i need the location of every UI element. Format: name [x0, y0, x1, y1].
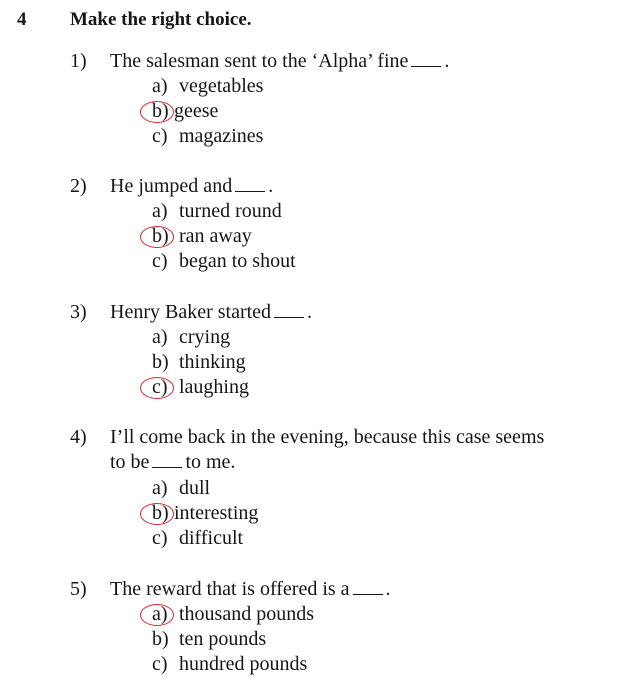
option-letter: b): [152, 100, 169, 122]
question-end: .: [385, 578, 391, 600]
option-text: dull: [179, 477, 211, 499]
answer-blank: [274, 303, 304, 318]
answer-circle: [140, 377, 174, 399]
option-text: thinking: [179, 351, 246, 373]
exercise-number: 4: [17, 9, 27, 30]
answer-circle: [140, 226, 174, 248]
question-stem: to be: [110, 451, 150, 473]
answer-blank: [152, 453, 182, 468]
option-text: vegetables: [179, 75, 264, 97]
option-text: crying: [179, 326, 231, 348]
question-text: I’ll come back in the evening, because this case seems: [110, 426, 545, 448]
question-number: 3): [70, 301, 87, 323]
option-letter: c): [152, 653, 168, 675]
option-text: interesting: [174, 502, 259, 524]
option-letter: c): [152, 376, 168, 398]
question-text: [110, 578, 391, 601]
question-end: .: [307, 301, 313, 323]
question-end: .: [444, 50, 450, 72]
option-letter: b): [152, 628, 169, 650]
option-letter: b): [152, 225, 169, 247]
option-text: magazines: [179, 125, 264, 147]
exercise-title: Make the right choice.: [70, 9, 252, 30]
option-c[interactable]: [152, 527, 243, 550]
option-b[interactable]: [152, 225, 252, 248]
option-text: ran away: [179, 225, 252, 247]
option-b[interactable]: [152, 351, 246, 374]
question-stem: Henry Baker started: [110, 301, 272, 323]
option-letter: a): [152, 200, 168, 222]
option-letter: c): [152, 250, 168, 272]
option-text: difficult: [179, 527, 244, 549]
option-b[interactable]: [152, 100, 218, 123]
option-a[interactable]: [152, 200, 282, 223]
option-a[interactable]: [152, 326, 230, 349]
question-number: 5): [70, 578, 87, 600]
question-number: 1): [70, 50, 87, 72]
option-letter: a): [152, 326, 168, 348]
option-text: began to shout: [179, 250, 296, 272]
option-a[interactable]: [152, 603, 314, 626]
option-a[interactable]: [152, 75, 263, 98]
option-letter: b): [152, 351, 169, 373]
answer-blank: [235, 177, 265, 192]
option-text: ten pounds: [179, 628, 267, 650]
option-text: hundred pounds: [179, 653, 308, 675]
option-text: geese: [174, 100, 219, 122]
question-text: [110, 50, 449, 73]
option-letter: a): [152, 477, 168, 499]
option-letter: a): [152, 75, 168, 97]
option-a[interactable]: [152, 477, 210, 500]
answer-blank: [353, 580, 383, 595]
option-text: laughing: [179, 376, 249, 398]
answer-circle: [140, 503, 174, 525]
answer-blank: [411, 52, 441, 67]
question-number: 2): [70, 175, 87, 197]
option-text: thousand pounds: [179, 603, 314, 625]
question-stem: The salesman sent to the ‘Alpha’ fine: [110, 50, 409, 72]
question-text: [110, 175, 273, 198]
option-letter: a): [152, 603, 168, 625]
option-letter: c): [152, 527, 168, 549]
option-letter: b): [152, 502, 169, 524]
option-c[interactable]: [152, 250, 296, 273]
option-b[interactable]: [152, 502, 258, 525]
question-text: [110, 301, 312, 324]
question-end: to me.: [185, 451, 236, 473]
question-stem: He jumped and: [110, 175, 233, 197]
answer-circle: [140, 604, 174, 626]
option-text: turned round: [179, 200, 282, 222]
question-stem: The reward that is offered is a: [110, 578, 350, 600]
question-text-line-2: [110, 451, 235, 474]
question-number: 4): [70, 426, 87, 448]
option-letter: c): [152, 125, 168, 147]
option-c[interactable]: [152, 376, 249, 399]
option-c[interactable]: [152, 125, 263, 148]
option-b[interactable]: [152, 628, 266, 651]
option-c[interactable]: [152, 653, 307, 676]
question-end: .: [268, 175, 274, 197]
answer-circle: [140, 101, 174, 123]
